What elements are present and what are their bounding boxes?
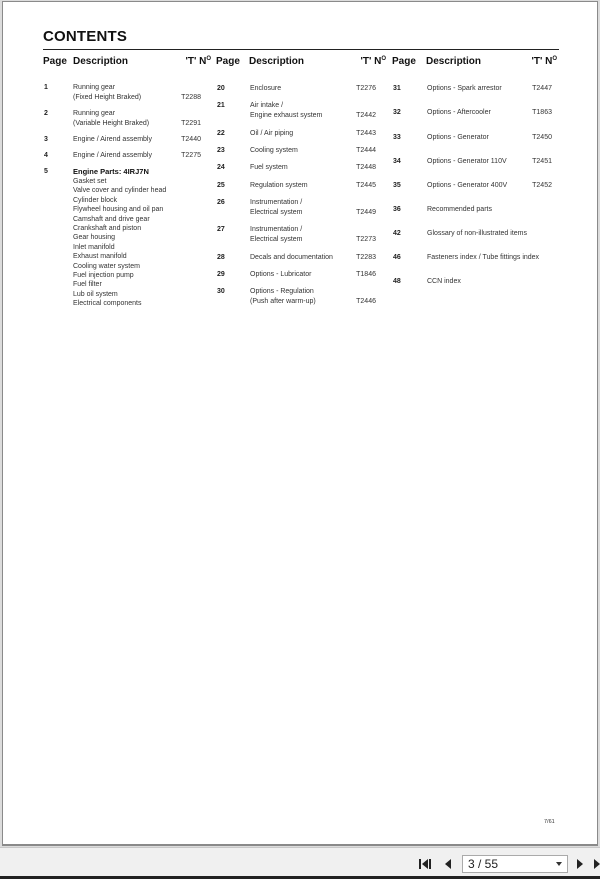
header-description: Description (73, 56, 129, 67)
subitem: Fuel injection pump (73, 272, 134, 280)
subitem: Camshaft and drive gear (73, 215, 150, 223)
subitem: Fuel filter (73, 281, 102, 289)
subitem: Lub oil system (73, 290, 118, 298)
navigation-toolbar (0, 847, 600, 879)
subitem: Valve cover and cylinder head (73, 187, 167, 195)
page-footer-code: 7/61 (544, 819, 555, 825)
header-description: Description (426, 56, 482, 67)
subitem: Crankshaft and piston (73, 225, 142, 233)
subitem: Inlet manifold (73, 243, 115, 251)
next-page-icon (575, 858, 585, 870)
engine-parts-subitems (73, 177, 166, 309)
subitem: Gasket set (73, 178, 107, 185)
header-page: Page (392, 56, 416, 67)
next-page-button[interactable] (573, 857, 587, 871)
page-number-select[interactable] (462, 855, 568, 873)
header-t-number: 'T' $N^O$ (360, 56, 386, 67)
header-page: Page (216, 56, 240, 67)
first-page-icon (418, 858, 432, 870)
last-page-icon (593, 858, 600, 870)
header-page: Page (43, 56, 67, 67)
subitem: Cooling water system (73, 262, 140, 270)
subitem: Gear housing (73, 234, 116, 242)
page-indicator: 3 / 55 (468, 857, 499, 871)
page-title: CONTENTS (43, 28, 128, 45)
previous-page-button[interactable] (441, 857, 455, 871)
last-page-button[interactable] (593, 857, 600, 871)
contents-column-3: Page Description 'T' $N^O$ 31 Options - Spark arrestor T2447 32 Options - Aftercooler T1863 33 Options - Generator T2450 34 Options - Generator 110V T2451 35 Options - Generator 400V T2452 36 Recommended parts 42 Glossary of non-illustrated items 46 Fasteners index / Tube fittings index 48 CCN index (392, 56, 557, 285)
subitem: Flywheel housing and oil pan (73, 206, 164, 214)
title-divider (43, 49, 559, 50)
previous-page-icon (443, 858, 453, 870)
header-t-number: 'T' $N^O$ (531, 56, 557, 67)
subitem: Electrical components (73, 300, 142, 308)
document-page (2, 1, 598, 846)
header-description: Description (249, 56, 305, 67)
chevron-down-icon (556, 862, 562, 866)
contents-column-2: Page Description 'T' $N^O$ 20 Enclosure T2276 21 Air intake / Engine exhaust system T2442 22 Oil / Air piping T2443 23 Cooling system T2444 24 Fuel system T2448 25 Regulation system T2445 26 Instrumentation / Electrical system T2449 27 Instrumentation / Electrical system T2273 28 Decals and documentation T2283 29 Options - Lubricator T1846 30 Options - Regulation (Push after warm-up) T2446 (216, 56, 386, 305)
subitem: Exhaust manifold (73, 253, 127, 261)
first-page-button[interactable] (418, 857, 432, 871)
subitem: Cylinder block (73, 196, 117, 204)
contents-column-1: Page Description 'T' $N^O$ 1 Running gear (Fixed Height Braked) T2288 2 Running gear (Variable Height Braked) T2291 3 Engine / Airend assembly T2440 4 Engine / Airend assembly T2275 5 Engine Parts: 4IRJ7N Gasket set Valve cover and cylinder head Cylinder block Flywheel housing and oil pan Camshaft and drive gear Crankshaft and piston Gear housing Inlet manifold Exhaust manifold Cooling water system Fuel injection pump Fuel filter Lub oil system Electrical components (43, 56, 211, 308)
header-t-number: 'T' $N^O$ (185, 56, 211, 67)
